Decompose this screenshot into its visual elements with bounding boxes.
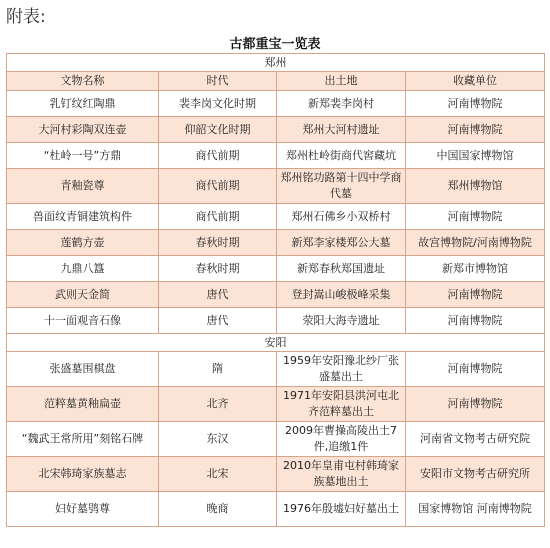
cell-name: “杜岭一号”方鼎: [7, 143, 159, 169]
cell-site: 郑州杜岭街商代窖藏坑: [277, 143, 406, 169]
cell-era: 商代前期: [159, 143, 277, 169]
section-title: 安阳: [7, 334, 545, 352]
cell-site: 新郑春秋郑国遗址: [277, 256, 406, 282]
cell-era: 东汉: [159, 422, 277, 457]
table-row: [7, 256, 545, 282]
table-row: [7, 143, 545, 169]
table-row: [7, 457, 545, 492]
cell-era: 北齐: [159, 387, 277, 422]
cell-era: 商代前期: [159, 204, 277, 230]
table-row: [7, 230, 545, 256]
cell-collection: 故宫博物院/河南博物院: [406, 230, 545, 256]
cell-site: 郑州石佛乡小双桥村: [277, 204, 406, 230]
cell-site: 荥阳大海寺遗址: [277, 308, 406, 334]
cell-site: 2009年曹操高陵出土7件,追缴1件: [277, 422, 406, 457]
cell-name: 十一面观音石像: [7, 308, 159, 334]
appendix-label: 附表:: [6, 7, 46, 27]
cell-site: 登封嵩山峻极峰采集: [277, 282, 406, 308]
cell-collection: 河南博物院: [406, 204, 545, 230]
cell-name: 乳钉纹红陶鼎: [7, 91, 159, 117]
cell-collection: 河南博物院: [406, 352, 545, 387]
cell-name: 青釉瓷尊: [7, 169, 159, 204]
cell-site: 1971年安阳县洪河屯北齐范粹墓出土: [277, 387, 406, 422]
cell-era: 唐代: [159, 282, 277, 308]
column-header-era: 时代: [159, 72, 277, 91]
cell-collection: 河南博物院: [406, 91, 545, 117]
section-header-anyang: [7, 334, 545, 352]
table-row: [7, 308, 545, 334]
cell-era: 北宋: [159, 457, 277, 492]
cell-collection: 中国国家博物馆: [406, 143, 545, 169]
cell-name: 北宋韩琦家族墓志: [7, 457, 159, 492]
cell-collection: 安阳市文物考古研究所: [406, 457, 545, 492]
cell-site: 1959年安阳豫北纱厂张盛墓出土: [277, 352, 406, 387]
cell-name: 莲鹤方壶: [7, 230, 159, 256]
treasures-table: [6, 53, 545, 527]
cell-name: 武则天金简: [7, 282, 159, 308]
cell-era: 商代前期: [159, 169, 277, 204]
cell-era: 裴李岗文化时期: [159, 91, 277, 117]
cell-era: 春秋时期: [159, 230, 277, 256]
cell-collection: 河南博物院: [406, 308, 545, 334]
table-row: [7, 91, 545, 117]
section-header-zhengzhou: [7, 54, 545, 72]
table-row: [7, 117, 545, 143]
cell-site: 新郑李家楼郑公大墓: [277, 230, 406, 256]
column-header-site: 出土地: [277, 72, 406, 91]
cell-collection: 河南博物院: [406, 387, 545, 422]
cell-site: 2010年皇甫屯村韩琦家族墓地出土: [277, 457, 406, 492]
section-title: 郑州: [7, 54, 545, 72]
cell-site: 新郑裴李岗村: [277, 91, 406, 117]
table-row: [7, 387, 545, 422]
cell-name: 兽面纹青铜建筑构件: [7, 204, 159, 230]
cell-name: 范粹墓黄釉扁壶: [7, 387, 159, 422]
cell-era: 唐代: [159, 308, 277, 334]
cell-era: 晚商: [159, 492, 277, 527]
cell-collection: 河南博物院: [406, 117, 545, 143]
table-row: [7, 169, 545, 204]
column-header-name: 文物名称: [7, 72, 159, 91]
table-row: [7, 422, 545, 457]
table-row: [7, 492, 545, 527]
cell-name: 张盛墓围棋盘: [7, 352, 159, 387]
cell-name: 妇好墓鸮尊: [7, 492, 159, 527]
table-title: 古都重宝一览表: [229, 37, 321, 52]
cell-collection: 郑州博物馆: [406, 169, 545, 204]
cell-era: 春秋时期: [159, 256, 277, 282]
column-header-collection: 收藏单位: [406, 72, 545, 91]
cell-name: 九鼎八簋: [7, 256, 159, 282]
cell-collection: 河南博物院: [406, 282, 545, 308]
cell-collection: 国家博物馆 河南博物院: [406, 492, 545, 527]
cell-site: 郑州大河村遗址: [277, 117, 406, 143]
cell-site: 1976年殷墟妇好墓出土: [277, 492, 406, 527]
cell-collection: 新郑市博物馆: [406, 256, 545, 282]
cell-era: 仰韶文化时期: [159, 117, 277, 143]
cell-name: 大河村彩陶双连壶: [7, 117, 159, 143]
cell-name: “魏武王常所用”刻铭石牌: [7, 422, 159, 457]
cell-collection: 河南省文物考古研究院: [406, 422, 545, 457]
table-row: [7, 282, 545, 308]
table-row: [7, 352, 545, 387]
table-row: [7, 204, 545, 230]
cell-era: 隋: [159, 352, 277, 387]
column-header-row: [7, 72, 545, 91]
cell-site: 郑州铭功路第十四中学商代墓: [277, 169, 406, 204]
